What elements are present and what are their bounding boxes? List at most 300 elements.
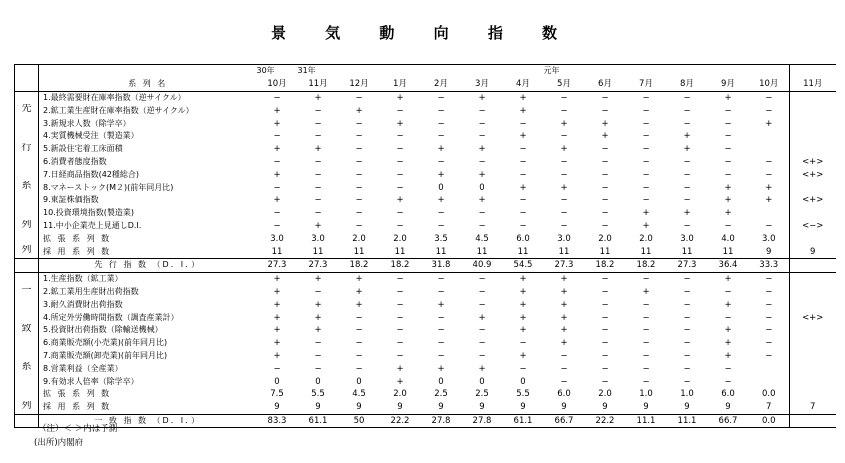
value-cell: −	[437, 208, 445, 219]
group-label-cell	[15, 168, 39, 181]
series-row	[15, 350, 836, 363]
value-cell: −	[355, 169, 363, 180]
value-cell: +	[642, 208, 650, 219]
series-row	[15, 337, 836, 350]
value-cell: −	[560, 195, 568, 206]
series-row	[15, 181, 836, 194]
value-cell: 1.0	[680, 389, 694, 400]
value-cell: −	[601, 363, 609, 374]
value-cell: −	[642, 299, 650, 310]
value-cell: −	[601, 338, 609, 349]
month-header: 2月	[421, 78, 462, 91]
value-cell: 54.5	[503, 258, 544, 272]
value-cell: +	[273, 350, 281, 361]
value-cell: −	[724, 312, 732, 323]
value-cell: −	[437, 338, 445, 349]
group-label-cell	[15, 130, 39, 143]
value-cell: 9	[356, 402, 362, 413]
value-cell: −	[437, 312, 445, 323]
value-cell: 11	[312, 246, 324, 257]
value-cell: −	[683, 376, 691, 387]
value-cell: −	[396, 105, 404, 116]
value-cell: 11.1	[667, 414, 708, 428]
value-cell: +	[519, 350, 527, 361]
value-cell: +	[437, 363, 445, 374]
value-cell: −	[396, 286, 404, 297]
group-label-cell	[15, 258, 39, 272]
value-cell: <+>	[790, 311, 836, 324]
value-cell: 11.1	[626, 414, 667, 428]
group-label-cell: 先	[15, 104, 39, 117]
value-cell: −	[724, 376, 732, 387]
value-cell: −	[314, 208, 322, 219]
value-cell: 2.0	[639, 233, 653, 244]
value-cell: 11	[722, 246, 734, 257]
value-cell: −	[724, 286, 732, 297]
value-cell: 3.0	[761, 233, 776, 244]
value-cell: −	[437, 274, 445, 285]
series-name-header: 系 列 名	[39, 78, 257, 91]
value-cell: −	[601, 195, 609, 206]
value-cell	[790, 130, 836, 143]
value-cell: −	[478, 338, 486, 349]
month-header-row	[15, 78, 836, 91]
value-cell: +	[519, 286, 527, 297]
value-cell: −	[273, 208, 281, 219]
expansion-count-row	[15, 388, 836, 401]
value-cell	[790, 207, 836, 220]
value-cell: 7	[790, 401, 836, 414]
value-cell: −	[437, 156, 445, 167]
value-cell: −	[601, 144, 609, 155]
series-name: 1.生産指数（鉱工業）	[43, 274, 123, 284]
value-cell: −	[601, 325, 609, 336]
value-cell: −	[601, 182, 609, 193]
series-row	[15, 91, 836, 104]
value-cell: +	[273, 312, 281, 323]
value-cell: −	[519, 169, 527, 180]
value-cell: 9	[397, 402, 403, 413]
value-cell: 4.0	[721, 233, 735, 244]
value-cell: +	[724, 182, 732, 193]
value-cell: −	[519, 195, 527, 206]
value-cell: 40.9	[462, 258, 503, 272]
value-cell: +	[478, 195, 486, 206]
value-cell: +	[314, 312, 322, 323]
value-cell: +	[560, 299, 568, 310]
value-cell: 3.0	[680, 233, 694, 244]
value-cell: −	[642, 376, 650, 387]
value-cell: −	[519, 156, 527, 167]
value-cell	[790, 232, 836, 245]
value-cell: −	[396, 144, 404, 155]
value-cell: 9	[684, 402, 690, 413]
value-cell: 4.5	[352, 389, 366, 400]
value-cell: 6.0	[721, 389, 735, 400]
value-cell: 0	[479, 376, 485, 387]
series-row	[15, 194, 836, 207]
value-cell: −	[355, 156, 363, 167]
series-name: 9.東証株価指数	[43, 195, 99, 205]
value-cell: −	[437, 350, 445, 361]
value-cell: 18.2	[585, 258, 626, 272]
value-cell: −	[478, 156, 486, 167]
group-label-cell: 系	[15, 181, 39, 194]
value-cell: 7	[766, 402, 772, 413]
value-cell: 6.0	[557, 389, 571, 400]
year-label: 31年	[298, 65, 339, 78]
value-cell	[790, 350, 836, 363]
series-row	[15, 311, 836, 324]
value-cell: 1.0	[639, 389, 653, 400]
series-name: 9.有効求人倍率（除学卒）	[43, 376, 139, 386]
value-cell: −	[314, 286, 322, 297]
value-cell: −	[642, 195, 650, 206]
value-cell: 27.8	[421, 414, 462, 428]
value-cell: −	[642, 92, 650, 103]
value-cell: −	[437, 220, 445, 231]
value-cell	[790, 117, 836, 130]
value-cell	[790, 143, 836, 156]
value-cell: −	[273, 156, 281, 167]
value-cell: +	[765, 118, 773, 129]
group-label-cell	[15, 388, 39, 401]
value-cell: +	[355, 105, 363, 116]
value-cell: −	[519, 144, 527, 155]
value-cell: −	[765, 325, 773, 336]
value-cell: −	[642, 169, 650, 180]
note-source: (出所)内閣府	[34, 438, 84, 448]
value-cell: −	[724, 144, 732, 155]
month-header: 5月	[544, 78, 585, 91]
month-header: 7月	[626, 78, 667, 91]
diffusion-index-row	[15, 414, 836, 428]
month-header: 9月	[708, 78, 749, 91]
series-name: 2.鉱工業生産財在庫率指数（逆サイクル）	[43, 105, 194, 115]
value-cell: −	[560, 220, 568, 231]
value-cell: +	[560, 182, 568, 193]
group-label-cell	[15, 91, 39, 104]
value-cell: −	[478, 118, 486, 129]
value-cell: +	[355, 286, 363, 297]
value-cell: +	[519, 325, 527, 336]
value-cell: −	[601, 350, 609, 361]
value-cell: −	[519, 363, 527, 374]
value-cell: −	[437, 105, 445, 116]
value-cell: 2.0	[598, 233, 612, 244]
value-cell: −	[683, 312, 691, 323]
value-cell: +	[273, 299, 281, 310]
group-label-cell	[15, 298, 39, 311]
value-cell: 3.0	[557, 233, 571, 244]
value-cell: −	[519, 338, 527, 349]
group-label-cell: 一	[15, 286, 39, 299]
value-cell: 9	[643, 402, 649, 413]
month-header: 10月	[749, 78, 790, 91]
value-cell: −	[765, 274, 773, 285]
value-cell: −	[355, 144, 363, 155]
value-cell: −	[560, 363, 568, 374]
value-cell: +	[273, 195, 281, 206]
value-cell: +	[724, 338, 732, 349]
value-cell: −	[560, 350, 568, 361]
group-label-cell	[15, 194, 39, 207]
value-cell: −	[724, 220, 732, 231]
value-cell: +	[519, 92, 527, 103]
value-cell: +	[396, 92, 404, 103]
value-cell: +	[519, 182, 527, 193]
value-cell: +	[314, 220, 322, 231]
value-cell: −	[396, 338, 404, 349]
value-cell: 9	[561, 402, 567, 413]
series-name: 11.中小企業売上見通しD.I.	[43, 220, 142, 230]
value-cell: −	[437, 92, 445, 103]
value-cell: 27.3	[544, 258, 585, 272]
value-cell: −	[683, 363, 691, 374]
month-header: 8月	[667, 78, 708, 91]
value-cell: 66.7	[708, 414, 749, 428]
value-cell: 3.5	[434, 233, 448, 244]
value-cell: 27.3	[298, 258, 339, 272]
value-cell: 27.3	[667, 258, 708, 272]
series-row	[15, 130, 836, 143]
series-row	[15, 298, 836, 311]
value-cell: −	[314, 156, 322, 167]
value-cell: 11	[681, 246, 693, 257]
value-cell	[790, 104, 836, 117]
value-cell: +	[560, 312, 568, 323]
value-cell: +	[314, 299, 322, 310]
value-cell	[749, 207, 790, 220]
value-cell: −	[273, 131, 281, 142]
value-cell: −	[478, 274, 486, 285]
value-cell: −	[601, 274, 609, 285]
series-row	[15, 272, 836, 285]
value-cell	[790, 91, 836, 104]
value-cell: +	[437, 144, 445, 155]
value-cell: 9	[602, 402, 608, 413]
value-cell: −	[560, 169, 568, 180]
month-header: 6月	[585, 78, 626, 91]
value-cell: −	[683, 195, 691, 206]
value-cell	[790, 258, 836, 272]
value-cell: −	[560, 92, 568, 103]
value-cell: −	[642, 182, 650, 193]
series-row	[15, 156, 836, 169]
value-cell: +	[683, 208, 691, 219]
value-cell: 18.2	[626, 258, 667, 272]
value-cell: −	[314, 195, 322, 206]
value-cell: −	[765, 338, 773, 349]
value-cell: −	[683, 118, 691, 129]
value-cell: −	[724, 156, 732, 167]
value-cell: −	[355, 338, 363, 349]
value-cell: −	[724, 105, 732, 116]
value-cell: 31.8	[421, 258, 462, 272]
value-cell: −	[683, 105, 691, 116]
group-label-cell: 系	[15, 362, 39, 375]
value-cell: 2.0	[393, 389, 407, 400]
value-cell: −	[765, 169, 773, 180]
value-cell: +	[519, 274, 527, 285]
value-cell	[790, 286, 836, 299]
value-cell: −	[314, 169, 322, 180]
series-name: 7.日経商品指数(42種総合)	[43, 169, 140, 179]
value-cell: −	[683, 325, 691, 336]
value-cell: +	[683, 131, 691, 142]
series-row	[15, 375, 836, 388]
value-cell: +	[396, 118, 404, 129]
value-cell: +	[478, 92, 486, 103]
value-cell: −	[314, 350, 322, 361]
value-cell	[790, 388, 836, 401]
group-label-cell: 行	[15, 143, 39, 156]
value-cell: −	[560, 376, 568, 387]
value-cell: −	[765, 299, 773, 310]
month-header: 11月	[790, 78, 836, 91]
value-cell: +	[724, 299, 732, 310]
value-cell	[749, 362, 790, 375]
value-cell: −	[437, 286, 445, 297]
value-cell: −	[396, 220, 404, 231]
value-cell: −	[355, 195, 363, 206]
value-cell: +	[314, 144, 322, 155]
adopted-count-row	[15, 245, 836, 258]
value-cell: +	[478, 144, 486, 155]
series-row	[15, 362, 836, 375]
value-cell: 66.7	[544, 414, 585, 428]
value-cell: −	[355, 182, 363, 193]
value-cell: +	[314, 92, 322, 103]
value-cell: −	[683, 338, 691, 349]
value-cell: 18.2	[339, 258, 380, 272]
value-cell: 9	[520, 402, 526, 413]
group-label-cell	[15, 207, 39, 220]
value-cell: −	[642, 363, 650, 374]
value-cell: −	[519, 208, 527, 219]
value-cell: 0	[479, 182, 485, 193]
group-label-cell	[15, 337, 39, 350]
value-cell: −	[601, 208, 609, 219]
value-cell: −	[437, 131, 445, 142]
value-cell: 11	[558, 246, 570, 257]
year-label: 元年	[544, 65, 585, 78]
value-cell: 9	[274, 402, 280, 413]
series-name: 5.新設住宅着工床面積	[43, 144, 123, 154]
value-cell: −	[601, 299, 609, 310]
group-label-cell: 列	[15, 220, 39, 233]
value-cell: 11	[394, 246, 406, 257]
value-cell: +	[724, 92, 732, 103]
adopted-label: 採 用 系 列 数	[43, 402, 112, 412]
value-cell: −	[355, 208, 363, 219]
value-cell: −	[683, 220, 691, 231]
value-cell: 11	[271, 246, 283, 257]
value-cell: −	[642, 274, 650, 285]
value-cell: +	[273, 338, 281, 349]
group-label-cell: 列	[15, 401, 39, 414]
value-cell: 61.1	[503, 414, 544, 428]
diffusion-index-row	[15, 258, 836, 272]
value-cell	[790, 298, 836, 311]
value-cell: −	[396, 208, 404, 219]
value-cell: −	[683, 169, 691, 180]
value-cell: 6.0	[516, 233, 530, 244]
group-label-cell: 致	[15, 324, 39, 337]
value-cell: +	[437, 169, 445, 180]
series-row	[15, 207, 836, 220]
value-cell: −	[642, 325, 650, 336]
value-cell: −	[355, 92, 363, 103]
value-cell	[790, 362, 836, 375]
value-cell: 0	[438, 376, 444, 387]
value-cell	[749, 375, 790, 388]
value-cell: −	[765, 350, 773, 361]
value-cell: 3.0	[311, 233, 325, 244]
value-cell: 33.3	[749, 258, 790, 272]
value-cell: −	[396, 350, 404, 361]
series-row	[15, 104, 836, 117]
value-cell: +	[273, 118, 281, 129]
value-cell: −	[355, 131, 363, 142]
value-cell: 2.5	[434, 389, 448, 400]
value-cell: −	[478, 220, 486, 231]
value-cell: +	[355, 299, 363, 310]
adopted-label: 採 用 系 列 数	[43, 246, 112, 256]
value-cell	[790, 181, 836, 194]
series-name: 7.商業販売額(卸売業)(前年同月比)	[43, 350, 168, 360]
value-cell: 4.5	[475, 233, 489, 244]
group-label-cell: 列	[15, 245, 39, 258]
value-cell: 9	[766, 246, 772, 257]
value-cell: +	[396, 376, 404, 387]
value-cell: −	[437, 325, 445, 336]
value-cell: −	[765, 286, 773, 297]
value-cell: −	[560, 156, 568, 167]
value-cell: −	[642, 144, 650, 155]
value-cell: 18.2	[380, 258, 421, 272]
value-cell: 3.0	[270, 233, 284, 244]
value-cell: <+>	[790, 156, 836, 169]
value-cell: −	[601, 156, 609, 167]
value-cell: +	[642, 286, 650, 297]
series-name: 4.実質機械受注（製造業）	[43, 131, 139, 141]
value-cell	[790, 414, 836, 428]
value-cell: −	[560, 208, 568, 219]
value-cell: −	[601, 286, 609, 297]
group-label-cell	[15, 375, 39, 388]
value-cell: 7.5	[270, 389, 284, 400]
value-cell: −	[765, 92, 773, 103]
value-cell: −	[601, 220, 609, 231]
value-cell: −	[355, 118, 363, 129]
value-cell: −	[273, 220, 281, 231]
value-cell: 0	[438, 182, 444, 193]
value-cell: 61.1	[298, 414, 339, 428]
value-cell	[790, 375, 836, 388]
value-cell: −	[765, 105, 773, 116]
value-cell: −	[396, 169, 404, 180]
value-cell: +	[560, 144, 568, 155]
value-cell: −	[478, 208, 486, 219]
value-cell: −	[478, 131, 486, 142]
value-cell: +	[765, 195, 773, 206]
value-cell: −	[724, 363, 732, 374]
value-cell: −	[765, 220, 773, 231]
value-cell: 9	[479, 402, 485, 413]
value-cell: +	[519, 299, 527, 310]
value-cell: −	[396, 274, 404, 285]
